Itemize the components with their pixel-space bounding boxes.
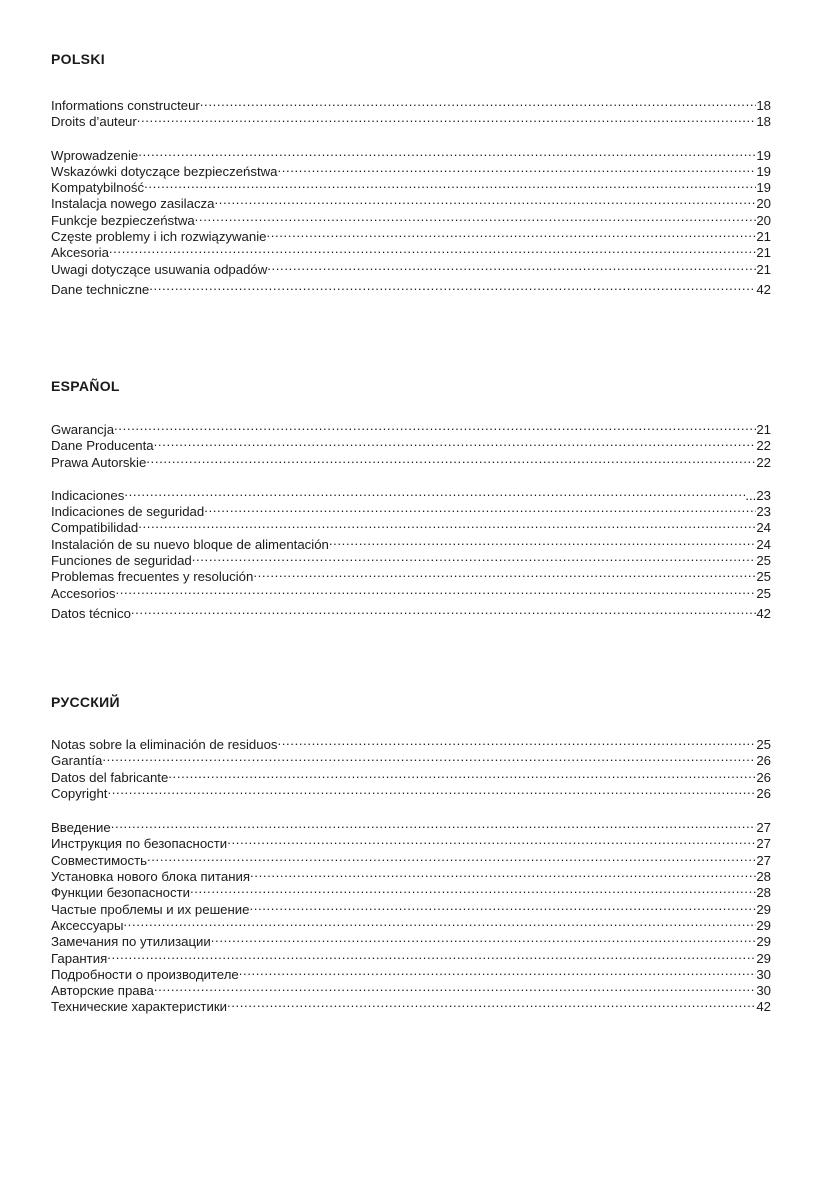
entry-page: 19 [756, 180, 771, 196]
toc-entry[interactable] [51, 241, 771, 261]
dot-leader [227, 995, 756, 1011]
dot-leader [154, 979, 757, 995]
section-heading: POLSKI [51, 51, 105, 67]
dot-leader [147, 849, 756, 865]
dot-leader [149, 278, 756, 294]
toc-entry[interactable] [51, 434, 771, 454]
dot-leader [250, 865, 756, 881]
toc-entry[interactable] [51, 500, 771, 520]
entry-page: 29 [756, 950, 771, 966]
entry-label: Аксессуары [51, 917, 124, 933]
entry-label: Compatibilidad [51, 520, 139, 536]
entry-label: Частые проблемы и их решение [51, 901, 250, 917]
entry-label: Авторские права [51, 983, 154, 999]
entry-page: 25 [756, 737, 771, 752]
entry-label: Copyright [51, 785, 108, 801]
toc-entry[interactable] [51, 914, 771, 933]
toc-entry[interactable] [51, 849, 771, 868]
toc-entry[interactable] [51, 278, 771, 297]
entry-page: 21 [756, 261, 771, 277]
entry-label: Datos del fabricante [51, 769, 169, 785]
entry-label: Dane techniczne [51, 281, 150, 297]
entry-label: Функции безопасности [51, 885, 190, 901]
dot-leader [267, 258, 756, 274]
toc-entry[interactable] [51, 110, 771, 130]
entry-label: Częste problemy i ich rozwiązywanie [51, 229, 267, 245]
dot-leader [239, 963, 757, 979]
toc-entry[interactable] [51, 947, 771, 966]
entry-label: Dane Producenta [51, 438, 154, 454]
entry-label: Wprowadzenie [51, 147, 139, 163]
entry-label: Garantía [51, 753, 103, 769]
dot-leader [168, 766, 756, 782]
dot-leader [278, 733, 757, 749]
dot-leader [249, 898, 756, 914]
dot-leader [266, 225, 756, 241]
entry-page: ...23 [745, 487, 771, 503]
entry-label: Гарантия [51, 950, 108, 966]
dot-leader [227, 832, 756, 848]
toc-entry[interactable] [51, 979, 771, 999]
dot-leader [138, 144, 756, 160]
toc-entry[interactable] [51, 192, 771, 212]
entry-page: 29 [756, 934, 771, 950]
entry-page: 28 [756, 885, 771, 901]
entry-label: Datos técnico [51, 605, 131, 621]
toc-group [51, 816, 771, 1015]
toc-entry[interactable] [51, 602, 771, 621]
toc-group [51, 484, 771, 621]
toc-group [51, 418, 771, 470]
dot-leader [253, 565, 756, 581]
toc-entry[interactable] [51, 144, 771, 163]
entry-label: Gwarancja [51, 422, 115, 437]
dot-leader [200, 94, 757, 110]
toc-entry[interactable] [51, 176, 771, 196]
entry-label: Instalación de su nuevo bloque de alimentación [51, 536, 329, 552]
toc-entry[interactable] [51, 160, 771, 179]
toc-entry[interactable] [51, 995, 771, 1015]
entry-page: 27 [756, 852, 771, 868]
toc-entry[interactable] [51, 832, 771, 852]
section-heading: ESPAÑOL [51, 378, 120, 394]
entry-label: Введение [51, 820, 111, 836]
entry-page: 25 [756, 553, 771, 569]
toc-group [51, 733, 771, 801]
entry-page: 26 [756, 769, 771, 785]
toc-entry[interactable] [51, 418, 771, 437]
toc-group [51, 144, 771, 295]
dot-leader [277, 160, 756, 176]
entry-page: 21 [756, 229, 771, 245]
entry-page: 19 [756, 163, 771, 179]
toc-entry[interactable] [51, 533, 771, 552]
entry-label: Подробности о производителе [51, 966, 239, 982]
toc-entry[interactable] [51, 733, 771, 752]
entry-page: 22 [756, 438, 771, 454]
toc-entry[interactable] [51, 484, 771, 503]
toc-entry[interactable] [51, 782, 771, 801]
dot-leader [107, 947, 756, 963]
entry-page: 27 [756, 820, 771, 836]
entry-page: 20 [756, 196, 771, 212]
dot-leader [116, 582, 757, 598]
dot-leader [329, 533, 756, 549]
section-polski [51, 50, 771, 297]
entry-page: 28 [756, 869, 771, 885]
entry-label: Funciones de seguridad [51, 553, 192, 569]
entry-label: Установка нового блока питания [51, 869, 251, 885]
dot-leader [138, 516, 756, 532]
dot-leader [124, 484, 745, 500]
entry-page: 19 [756, 147, 771, 163]
entry-label: Droits d’auteur [51, 114, 137, 130]
dot-leader [195, 209, 757, 225]
entry-page: 22 [756, 454, 771, 470]
entry-label: Prawa Autorskie [51, 454, 147, 470]
dot-leader [114, 418, 756, 434]
dot-leader [123, 914, 756, 930]
entry-page: 42 [756, 605, 771, 621]
entry-page: 25 [756, 585, 771, 601]
section-espanol [51, 377, 771, 621]
dot-leader [190, 881, 756, 897]
toc-entry[interactable] [51, 516, 771, 536]
entry-label: Notas sobre la eliminación de residuos [51, 737, 278, 752]
toc-entry[interactable] [51, 930, 771, 950]
entry-label: Informations constructeur [51, 98, 200, 113]
dot-leader [111, 816, 757, 832]
dot-leader [154, 434, 757, 450]
toc-entry[interactable] [51, 451, 771, 470]
entry-page: 27 [756, 836, 771, 852]
entry-page: 30 [756, 966, 771, 982]
dot-leader [204, 500, 756, 516]
dot-leader [107, 782, 756, 798]
dot-leader [102, 749, 756, 765]
dot-leader [137, 110, 757, 126]
toc-entry[interactable] [51, 816, 771, 836]
entry-page: 25 [756, 569, 771, 585]
entry-page: 42 [756, 999, 771, 1015]
entry-page: 29 [756, 917, 771, 933]
entry-page: 21 [756, 245, 771, 261]
dot-leader [131, 602, 756, 618]
dot-leader [146, 451, 756, 467]
entry-page: 42 [756, 281, 771, 297]
dot-leader [109, 241, 756, 257]
entry-label: Funkcje bezpieczeństwa [51, 212, 195, 228]
entry-label: Инструкция по безопасности [51, 836, 228, 852]
section-heading: РУССКИЙ [51, 694, 120, 710]
toc-entry[interactable] [51, 963, 771, 982]
dot-leader [192, 549, 757, 565]
entry-label: Accesorios [51, 585, 116, 601]
toc-entry[interactable] [51, 865, 771, 885]
entry-page: 24 [756, 520, 771, 536]
entry-page: 18 [756, 98, 771, 113]
entry-label: Uwagi dotyczące usuwania odpadów [51, 261, 268, 277]
toc-group [51, 94, 771, 130]
toc-entry[interactable] [51, 749, 771, 769]
entry-label: Akcesoria [51, 245, 109, 261]
entry-label: Технические характеристики [51, 999, 227, 1015]
entry-page: 26 [756, 753, 771, 769]
entry-page: 18 [756, 114, 771, 130]
toc-entry[interactable] [51, 582, 771, 601]
entry-label: Indicaciones [51, 487, 125, 503]
toc-entry[interactable] [51, 258, 771, 277]
entry-page: 30 [756, 983, 771, 999]
entry-label: Совместимость [51, 852, 148, 868]
entry-page: 21 [756, 422, 771, 437]
entry-page: 26 [756, 785, 771, 801]
toc-entry[interactable] [51, 766, 771, 785]
entry-label: Instalacja nowego zasilacza [51, 196, 215, 212]
entry-label: Замечания по утилизации [51, 934, 211, 950]
entry-label: Problemas frecuentes y resolución [51, 569, 254, 585]
dot-leader [144, 176, 756, 192]
section-russian [51, 693, 771, 1015]
dot-leader [214, 192, 756, 208]
entry-page: 24 [756, 536, 771, 552]
toc-entry[interactable] [51, 94, 771, 113]
entry-page: 29 [756, 901, 771, 917]
entry-label: Indicaciones de seguridad [51, 504, 205, 520]
dot-leader [211, 930, 757, 946]
entry-label: Kompatybilność [51, 180, 145, 196]
entry-label: Wskazówki dotyczące bezpieczeństwa [51, 163, 278, 179]
entry-page: 23 [756, 504, 771, 520]
entry-page: 20 [756, 212, 771, 228]
